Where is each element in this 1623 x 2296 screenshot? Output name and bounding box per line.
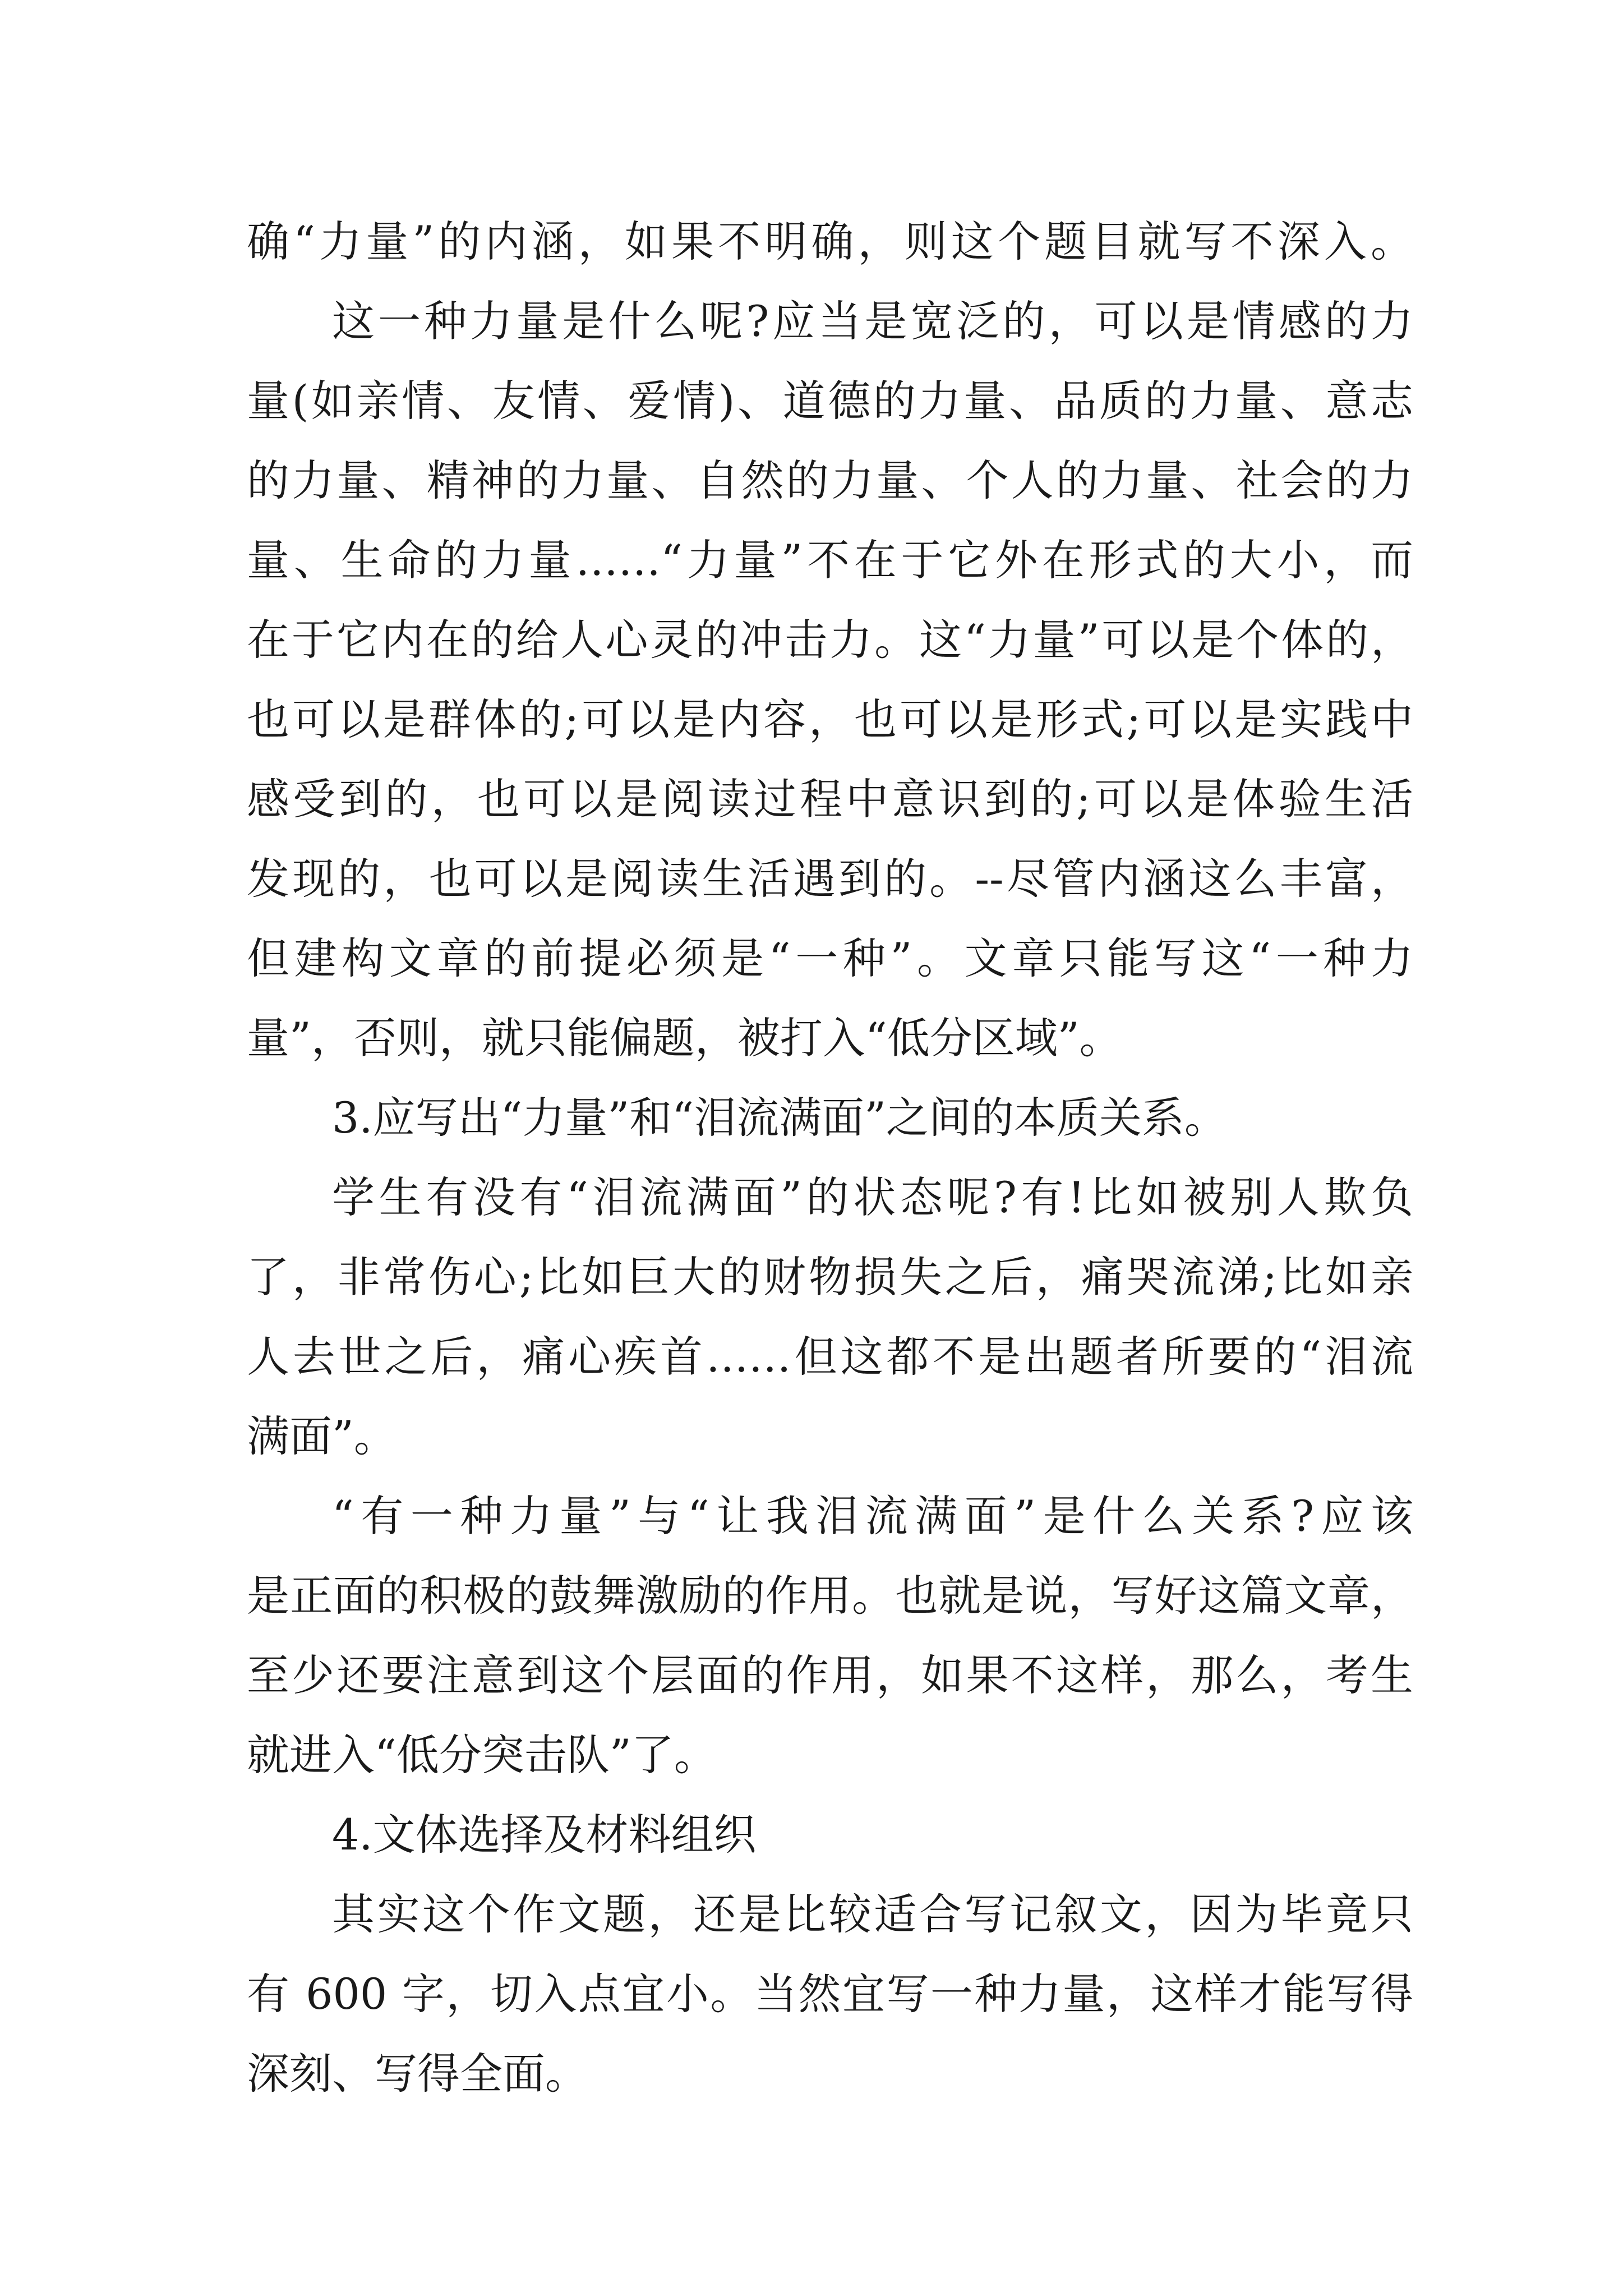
text-line: 量、生命的力量……“力量”不在于它外在形式的大小，而 — [247, 535, 1413, 585]
text-line: 至少还要注意到这个层面的作用，如果不这样，那么，考生 — [247, 1650, 1413, 1700]
text-line: 但建构文章的前提必须是“一种”。文章只能写这“一种力 — [247, 933, 1413, 983]
text-line: 也可以是群体的;可以是内容，也可以是形式;可以是实践中 — [247, 694, 1413, 744]
body-text — [247, 202, 1413, 2114]
text-line: 感受到的，也可以是阅读过程中意识到的;可以是体验生活 — [247, 774, 1413, 824]
section-heading: 4.文体选择及材料组织 — [332, 1810, 757, 1860]
text-line: 在于它内在的给人心灵的冲击力。这“力量”可以是个体的， — [247, 615, 1413, 665]
text-line: 深刻、写得全面。 — [247, 2049, 588, 2099]
text-line: “有一种力量”与“让我泪流满面”是什么关系?应该 — [332, 1491, 1413, 1541]
text-line: 其实这个作文题，还是比较适合写记叙文，因为毕竟只 — [332, 1889, 1413, 1939]
text-line: 量”，否则，就只能偏题，被打入“低分区域”。 — [247, 1013, 1122, 1063]
text-line: 了，非常伤心;比如巨大的财物损失之后，痛哭流涕;比如亲 — [247, 1252, 1413, 1302]
text-line: 就进入“低分突击队”了。 — [247, 1730, 717, 1780]
text-line: 确“力量”的内涵，如果不明确，则这个题目就写不深入。 — [247, 217, 1413, 266]
text-line: 有 600 字，切入点宜小。当然宜写一种力量，这样才能写得 — [247, 1969, 1413, 2019]
section-heading: 3.应写出“力量”和“泪流满面”之间的本质关系。 — [332, 1093, 1227, 1143]
text-line: 满面”。 — [247, 1411, 396, 1461]
text-line: 的力量、精神的力量、自然的力量、个人的力量、社会的力 — [247, 455, 1413, 505]
text-line: 这一种力量是什么呢?应当是宽泛的，可以是情感的力 — [332, 296, 1413, 346]
text-line: 学生有没有“泪流满面”的状态呢?有!比如被别人欺负 — [332, 1172, 1413, 1222]
text-line: 发现的，也可以是阅读生活遇到的。--尽管内涵这么丰富， — [247, 854, 1413, 904]
text-line: 是正面的积极的鼓舞激励的作用。也就是说，写好这篇文章， — [247, 1571, 1413, 1621]
text-line: 量(如亲情、友情、爱情)、道德的力量、品质的力量、意志 — [247, 376, 1413, 426]
text-line: 人去世之后，痛心疾首……但这都不是出题者所要的“泪流 — [247, 1332, 1413, 1382]
